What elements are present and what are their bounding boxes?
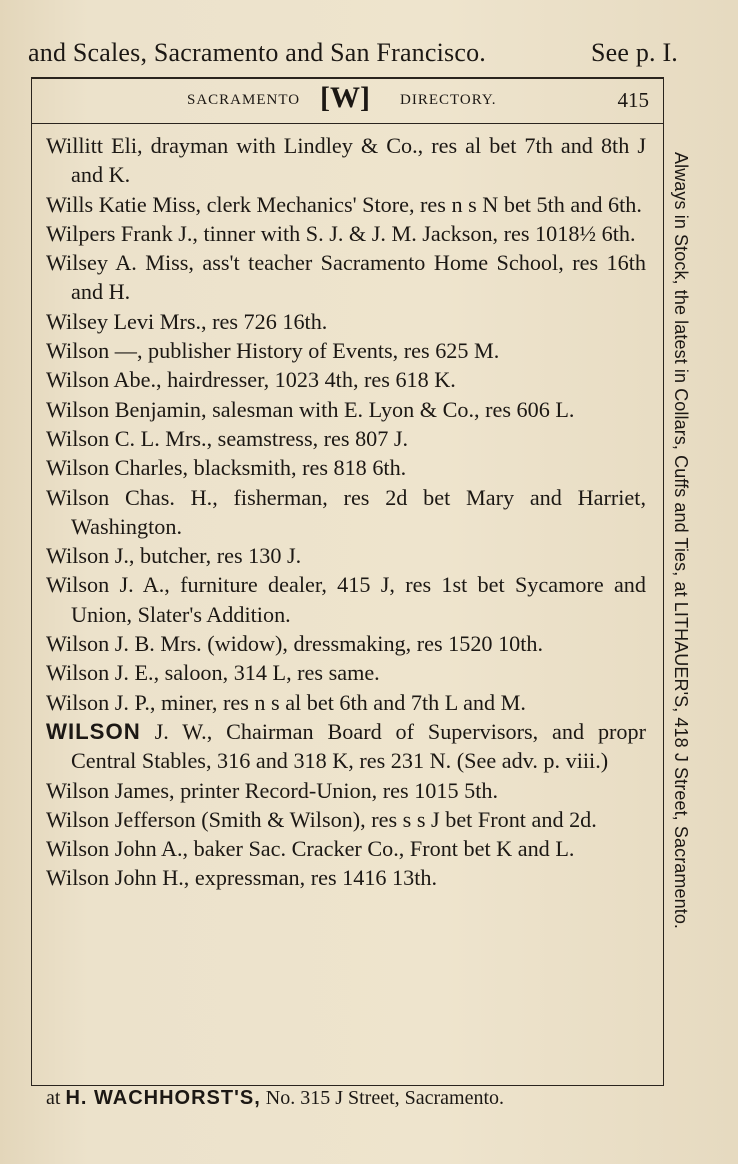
directory-entry: Wilson J. B. Mrs. (widow), dressmaking, res 1520 10th. <box>46 631 544 657</box>
bottom-ad-shop: H. WACHHORST'S, <box>65 1087 261 1109</box>
directory-entry: Wilsey Levi Mrs., res 726 16th. <box>46 308 328 334</box>
directory-entry: Wilson Abe., hairdresser, 1023 4th, res 618 K. <box>46 367 456 393</box>
directory-entry: Wilson Jefferson (Smith & Wilson), res s s J bet Front and 2d. <box>46 806 597 832</box>
running-header <box>32 79 663 124</box>
directory-entry: Willitt Eli, drayman with Lindley & Co., res al bet 7th and 8th J and K. <box>46 133 646 188</box>
page-number: 415 <box>617 88 649 112</box>
directory-entry: Wilson C. L. Mrs., seamstress, res 807 J. <box>46 425 409 451</box>
directory-entry: Wilson James, printer Record-Union, res 1015 5th. <box>46 777 499 803</box>
directory-entry: Wilsey A. Miss, ass't teacher Sacramento Home School, res 16th and H. <box>46 250 646 305</box>
header-city: SACRAMENTO <box>187 92 301 108</box>
directory-entry: Wilson Chas. H., fisherman, res 2d bet Mary and Harriet, Washington. <box>46 484 646 539</box>
directory-entry: Wilson Benjamin, salesman with E. Lyon & Co., res 606 L. <box>46 396 575 422</box>
bottom-advertisement <box>46 1087 504 1110</box>
header-section-letter: [W] <box>320 81 370 114</box>
directory-entry: Wilson J., butcher, res 130 J. <box>46 543 302 569</box>
directory-entry-featured: WILSON J. W., Chairman Board of Supervisors, and propr Central Stables, 316 and 318 K, res 231 N. (See adv. p. viii.) <box>46 718 646 774</box>
featured-surname: WILSON <box>46 718 141 744</box>
directory-entries <box>46 131 646 893</box>
top-banner-text: and Scales, Sacramento and San Francisco. <box>28 38 487 67</box>
directory-entry: Wilson J. E., saloon, 314 L, res same. <box>46 660 380 686</box>
directory-entry: Wilson J. P., miner, res n s al bet 6th and 7th L and M. <box>46 689 526 715</box>
side-advertisement: Always in Stock, the latest in Collars, Cuffs and Ties, at LITHAUER'S, 418 J Street, Sacramento. <box>671 152 691 930</box>
bottom-ad-prefix: at <box>46 1087 61 1109</box>
top-advertisement-banner <box>28 38 678 68</box>
directory-entry: Wilson Charles, blacksmith, res 818 6th. <box>46 455 407 481</box>
top-banner-page-reference: See p. I. <box>591 38 678 67</box>
directory-entry: Wilson John H., expressman, res 1416 13th. <box>46 865 438 891</box>
page-frame <box>31 77 664 1086</box>
directory-entry: Wilson John A., baker Sac. Cracker Co., Front bet K and L. <box>46 836 575 862</box>
bottom-ad-address: No. 315 J Street, Sacramento. <box>265 1087 505 1109</box>
directory-entry: Wilpers Frank J., tinner with S. J. & J. M. Jackson, res 1018½ 6th. <box>46 220 636 246</box>
header-directory: DIRECTORY. <box>400 92 497 108</box>
directory-entry: Wilson J. A., furniture dealer, 415 J, res 1st bet Sycamore and Union, Slater's Addition. <box>46 572 646 627</box>
directory-entry: Wilson —, publisher History of Events, res 625 M. <box>46 338 500 364</box>
directory-entry: Wills Katie Miss, clerk Mechanics' Store, res n s N bet 5th and 6th. <box>46 191 642 217</box>
